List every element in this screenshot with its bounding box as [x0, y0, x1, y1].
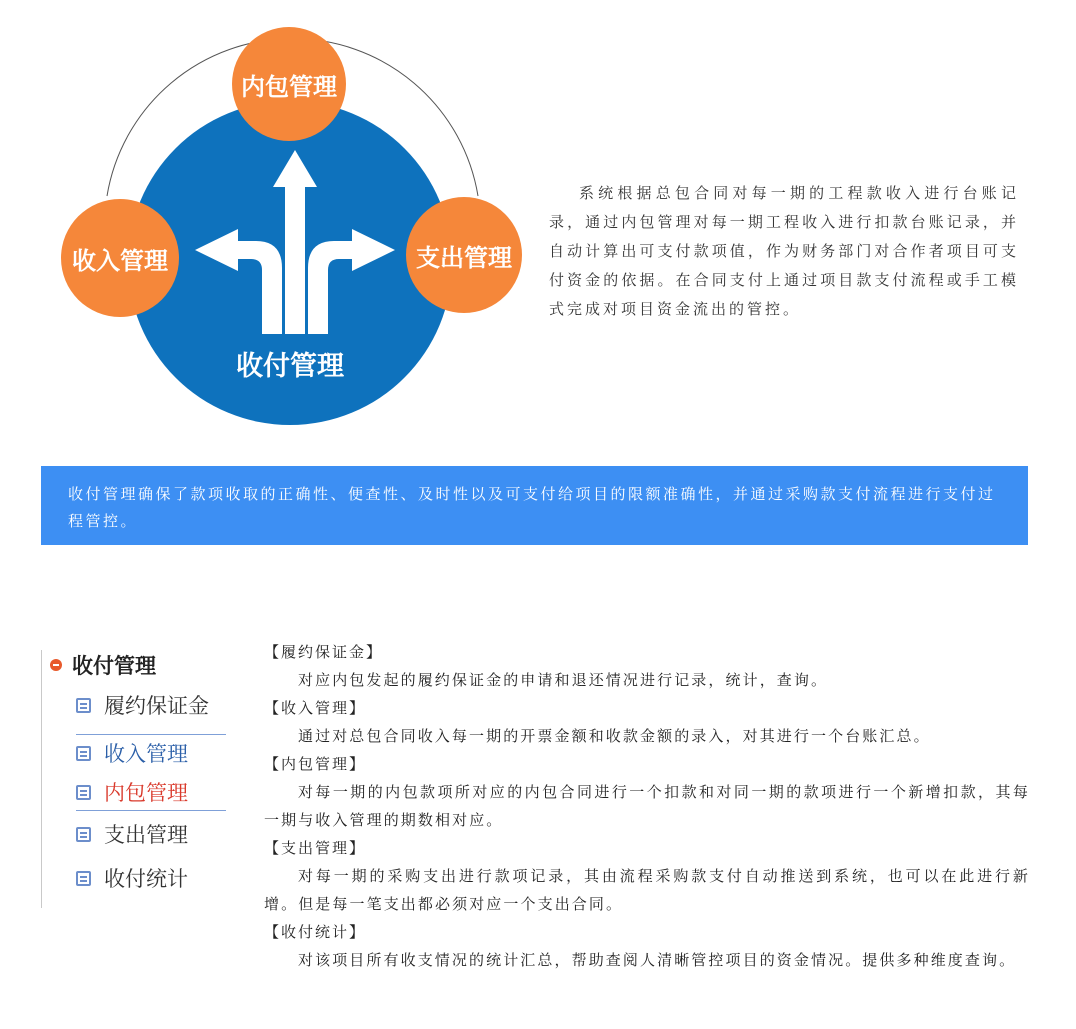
section-heading: 【收入管理】 — [264, 699, 367, 717]
list-icon — [76, 827, 91, 842]
menu-header[interactable] — [50, 650, 156, 680]
module-descriptions — [264, 638, 1030, 974]
section-heading: 【履约保证金】 — [264, 643, 384, 661]
section-heading: 【内包管理】 — [264, 755, 367, 773]
summary-banner — [41, 466, 1028, 545]
section-body: 对每一期的内包款项所对应的内包合同进行一个扣款和对同一期的款项进行一个新增扣款，其每一期与收入管理的期数相对应。 — [264, 783, 1030, 829]
menu-item-label: 支出管理 — [104, 823, 188, 847]
menu-title: 收付管理 — [72, 654, 156, 678]
menu-item-label: 收入管理 — [104, 742, 188, 766]
menu-item-performance-bond[interactable] — [76, 687, 226, 723]
menu-item-label: 收付统计 — [104, 867, 188, 891]
section-heading: 【支出管理】 — [264, 839, 367, 857]
right-node-label: 支出管理 — [416, 244, 512, 272]
menu-item-label: 履约保证金 — [104, 694, 209, 718]
list-icon — [76, 871, 91, 886]
list-icon — [76, 698, 91, 713]
list-icon — [76, 785, 91, 800]
section-body: 通过对总包合同收入每一期的开票金额和收款金额的录入，对其进行一个台账汇总。 — [298, 727, 931, 745]
collapse-bullet-icon — [50, 659, 62, 671]
center-label: 收付管理 — [236, 351, 344, 382]
menu-item-subcontract[interactable] — [76, 774, 226, 811]
side-menu — [41, 650, 241, 910]
section-heading: 【收付统计】 — [264, 923, 367, 941]
list-icon — [76, 746, 91, 761]
menu-item-expense[interactable] — [76, 816, 226, 852]
intro-paragraph: 系统根据总包合同对每一期的工程款收入进行台账记录，通过内包管理对每一期工程收入进行扣款台账记录，并自动计算出可支付款项值，作为财务部门对合作者项目可支付资金的依据。在合同支付上通过项目款支付流程或手工模式完成对项目资金流出的管控。 — [549, 184, 1019, 318]
section-body: 对应内包发起的履约保证金的申请和退还情况进行记录，统计，查询。 — [298, 671, 829, 689]
fund-management-diagram — [0, 0, 540, 440]
left-node-label: 收入管理 — [72, 247, 168, 275]
section-body: 对该项目所有收支情况的统计汇总，帮助查阅人清晰管控项目的资金情况。提供多种维度查询。 — [298, 951, 1017, 969]
menu-rail — [41, 650, 42, 908]
summary-banner-text: 收付管理确保了款项收取的正确性、便查性、及时性以及可支付给项目的限额准确性，并通过采购款支付流程进行支付过程管控。 — [68, 485, 996, 530]
menu-item-statistics[interactable] — [76, 860, 226, 896]
menu-item-income[interactable] — [76, 734, 226, 771]
top-node-label: 内包管理 — [241, 73, 337, 101]
section-body: 对每一期的采购支出进行款项记录，其由流程采购款支付自动推送到系统，也可以在此进行新增。但是每一笔支出都必须对应一个支出合同。 — [264, 867, 1030, 913]
menu-item-label: 内包管理 — [104, 781, 188, 805]
